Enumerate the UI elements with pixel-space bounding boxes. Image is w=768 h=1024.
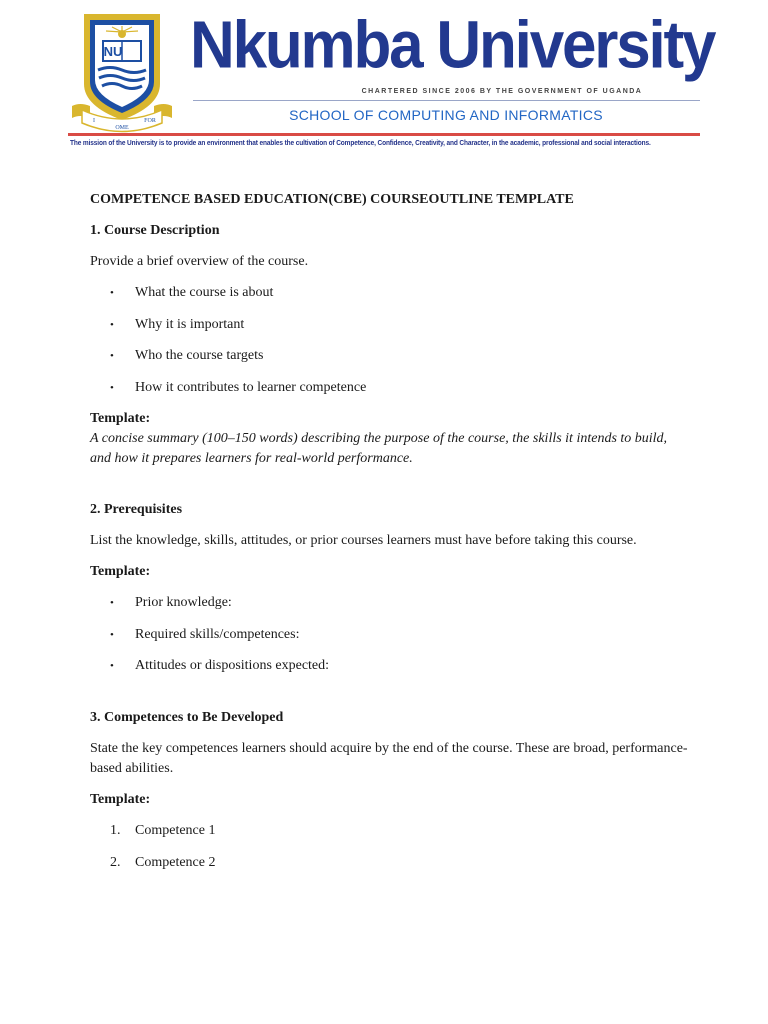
header-red-rule: [68, 133, 700, 136]
list-item-text: What the course is about: [135, 285, 274, 300]
list-item: [90, 853, 690, 873]
section-intro: List the knowledge, skills, attitudes, or prior courses learners must have before taking this course.: [90, 533, 637, 548]
list-item: [90, 283, 690, 303]
crest-ribbon-left: I: [93, 118, 95, 124]
list-item: [90, 315, 690, 335]
template-label: Template:: [90, 564, 151, 579]
list-item: [90, 378, 690, 398]
list-item-text: Prior knowledge:: [135, 595, 232, 610]
template-label: Template:: [90, 791, 151, 807]
header-divider: [193, 100, 700, 101]
chartered-line: CHARTERED SINCE 2006 BY THE GOVERNMENT OF UGANDA: [361, 88, 643, 95]
list-item: [90, 625, 690, 645]
list-item-text: Competence 2: [135, 854, 216, 870]
bullet-icon: •: [110, 318, 114, 331]
crest-initial-n: NU: [103, 44, 123, 59]
list-item: [90, 656, 690, 676]
crest-ribbon-center: OME: [115, 125, 129, 131]
list-item-text: Why it is important: [135, 316, 245, 332]
crest-ribbon-right: FOR: [144, 118, 156, 124]
list-number: 2.: [110, 854, 121, 870]
bullet-icon: •: [110, 660, 114, 672]
list-item-text: How it contributes to learner competence: [135, 379, 367, 395]
list-item-text: Attitudes or dispositions expected:: [135, 658, 330, 673]
list-number: 1.: [110, 822, 121, 838]
section-heading-prerequisites: 2. Prerequisites: [90, 502, 183, 517]
list-item-text: Competence 1: [135, 822, 216, 838]
bullet-icon: •: [110, 350, 114, 362]
section-intro: Provide a brief overview of the course.: [90, 254, 309, 269]
list-item-text: Required skills/competences:: [135, 626, 300, 642]
list-item: [90, 593, 690, 613]
mission-statement: The mission of the University is to provide an environment that enables the cultivation of Competence, Confidence, Creativity, and Character, in the academic, professional and social interactions.: [70, 138, 651, 147]
section-intro: State the key competences learners should acquire by the end of the course. These are broad, performance-based abilities.: [90, 740, 688, 776]
bullet-icon: •: [110, 381, 114, 394]
list-item: [90, 821, 690, 841]
bullet-icon: •: [110, 287, 114, 299]
university-name: Nkumba University: [190, 8, 715, 83]
section-heading-course-description: 1. Course Description: [90, 223, 220, 238]
course-description-list: [90, 283, 690, 398]
document-body: [90, 190, 690, 885]
template-label: Template:: [90, 411, 151, 426]
list-item: [90, 346, 690, 366]
prerequisites-list: [90, 593, 690, 676]
letterhead: [0, 0, 768, 160]
competences-list: [90, 821, 690, 873]
template-text: A concise summary (100–150 words) describing the purpose of the course, the skills it intends to build, and how it prepares learners for real-world performance.: [90, 431, 668, 466]
school-name: SCHOOL OF COMPUTING AND INFORMATICS: [289, 107, 603, 123]
document-title: COMPETENCE BASED EDUCATION(CBE) COURSEOUTLINE TEMPLATE: [90, 192, 574, 207]
bullet-icon: •: [110, 628, 114, 641]
university-crest-icon: [70, 10, 174, 136]
list-item-text: Who the course targets: [135, 348, 264, 363]
bullet-icon: •: [110, 597, 114, 609]
section-heading-competences: 3. Competences to Be Developed: [90, 709, 284, 725]
